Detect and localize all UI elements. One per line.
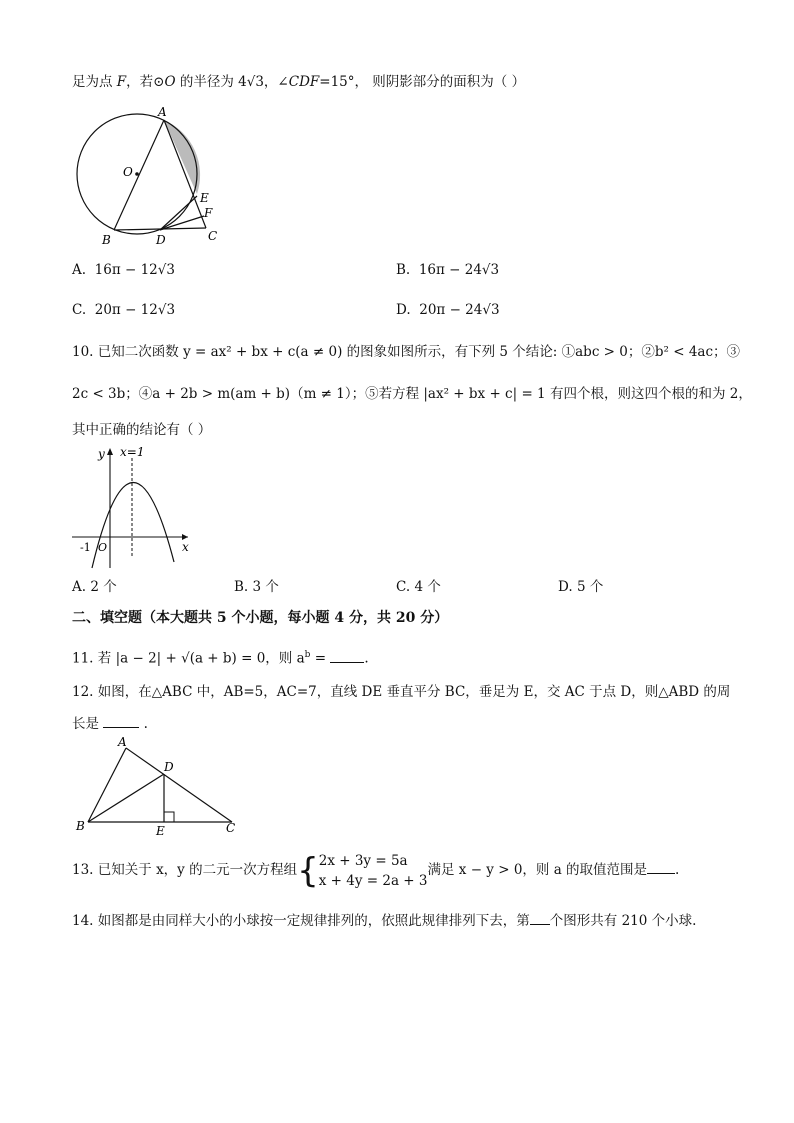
q10-label-y: y [98, 447, 105, 461]
section-title: 二、填空题（本大题共 5 个小题，每小题 4 分，共 20 分） [72, 610, 449, 626]
q10-y-arrow [107, 448, 113, 455]
q12-answer-blank[interactable] [103, 713, 139, 728]
q10-label-x: x [182, 540, 189, 554]
q10-number: 10. [72, 344, 94, 360]
q10-option-a-letter: A. [72, 579, 87, 595]
q9-option-a-text: 16π − 12√3 [94, 262, 175, 278]
q9-option-b-text: 16π − 24√3 [418, 262, 500, 278]
q12-line-AC [126, 748, 232, 822]
q10-option-d[interactable] [558, 577, 603, 597]
q10-line1 [72, 342, 740, 362]
q10-line3: 其中正确的结论有（ ） [72, 422, 212, 438]
q10-option-c-letter: C. [396, 579, 411, 595]
q10-label-minus1: -1 [80, 541, 91, 554]
q14-number: 14. [72, 913, 94, 929]
q13-brace: { [297, 850, 319, 891]
q9-stem [72, 72, 525, 92]
q11-sup: b [304, 650, 311, 660]
q12-line2-a: 长是 [72, 716, 104, 732]
q9-option-b-letter: B. [396, 262, 411, 278]
q13-eq2: x + 4y = 2a + 3 [318, 872, 428, 889]
q12-label-D: D [164, 760, 174, 774]
q10-option-a-text: 2 个 [90, 579, 117, 595]
q13 [72, 850, 679, 894]
q11-text-a: 若 |a − 2| + √(a + b) = 0，则 a [97, 650, 305, 667]
q13-system [319, 851, 428, 891]
q13-text-b: 满足 x − y > 0，则 a 的取值范围是 [427, 862, 648, 878]
q10-line1-text: 已知二次函数 y = ax² + bx + c(a ≠ 0) 的图象如图所示，有下列 5 个结论: ①abc > 0；②b² < 4ac；③ [97, 344, 741, 360]
q9-option-c-text: 20π − 12√3 [94, 302, 176, 318]
q14-text-b: 个图形共有 210 个小球. [549, 913, 697, 929]
q9-O: O [164, 74, 176, 90]
q9-option-a[interactable] [72, 260, 175, 280]
q13-number: 13. [72, 862, 94, 878]
q13-answer-blank[interactable] [647, 859, 675, 874]
q14-answer-blank[interactable] [530, 910, 550, 925]
q11-answer-blank[interactable] [330, 648, 364, 663]
q10-label-O: O [98, 541, 108, 554]
q10-option-b-text: 3 个 [252, 579, 279, 595]
q10-option-b-letter: B. [234, 579, 249, 595]
q12-line-BD [88, 774, 164, 822]
q11-number: 11. [72, 650, 94, 667]
q9-option-c-letter: C. [72, 302, 87, 318]
q9-label-B: B [102, 233, 111, 247]
q10-option-b[interactable] [234, 577, 279, 597]
q9-option-d-text: 20π − 24√3 [419, 302, 500, 318]
q9-stem-a: 足为点 [72, 74, 117, 90]
q9-line-AB [114, 120, 164, 230]
q9-label-E: E [200, 191, 209, 205]
q9-stem-b: ，若⊙ [126, 74, 165, 90]
q11 [72, 645, 369, 669]
q9-stem-d: =15°， 则阴影部分的面积为（ ） [319, 74, 526, 90]
q10-parabola [92, 482, 174, 568]
q10-option-a[interactable] [72, 577, 117, 597]
q12-number: 12. [72, 684, 94, 700]
q11-end: . [364, 650, 369, 667]
q9-center-dot [135, 172, 139, 176]
q13-text-a: 已知关于 x，y 的二元一次方程组 [97, 862, 298, 878]
q9-CDF: CDF [288, 74, 320, 90]
q13-eq1: 2x + 3y = 5a [318, 852, 408, 869]
q12-figure [72, 734, 242, 840]
q9-label-O: O [123, 165, 133, 179]
q10-option-c[interactable] [396, 577, 441, 597]
q12-line2-b: . [139, 716, 148, 732]
q14-text-a: 如图都是由同样大小的小球按一定规律排列的，依照此规律排列下去，第 [97, 913, 530, 929]
q9-label-D: D [156, 233, 166, 247]
q13-end: . [675, 862, 680, 878]
q12-line2 [72, 713, 148, 734]
q9-label-C: C [208, 229, 218, 243]
q9-option-d[interactable] [396, 300, 500, 320]
q9-figure [70, 104, 230, 250]
q12-label-E: E [156, 824, 165, 838]
q9-label-F: F [204, 206, 213, 220]
q9-option-a-letter: A. [72, 262, 87, 278]
q9-label-A: A [158, 105, 167, 119]
q9-F: F [116, 74, 127, 90]
q10-label-axis: x=1 [120, 445, 145, 459]
q12-label-C: C [226, 821, 236, 835]
q10-option-c-text: 4 个 [414, 579, 441, 595]
q12-right-angle-mark [164, 812, 174, 822]
q10-option-d-letter: D. [558, 579, 573, 595]
q11-text-b: = [310, 650, 331, 667]
q12-label-A: A [118, 735, 127, 749]
q9-stem-c: 的半径为 4√3，∠ [175, 74, 289, 90]
q12-line-AB [88, 748, 126, 822]
q12-line1-text: 如图，在△ABC 中，AB=5，AC=7，直线 DE 垂直平分 BC，垂足为 E，交 AC 于点 D，则△ABD 的周 [97, 684, 731, 700]
q12-label-B: B [76, 819, 85, 833]
q9-line-DE [160, 196, 197, 230]
q9-option-b[interactable] [396, 260, 499, 280]
q12-line1 [72, 682, 730, 702]
q9-option-d-letter: D. [396, 302, 411, 318]
q14 [72, 910, 696, 931]
q10-figure [70, 444, 200, 572]
q10-option-d-text: 5 个 [576, 579, 604, 595]
q9-option-c[interactable] [72, 300, 175, 320]
q10-line2: 2c < 3b；④a + 2b > m(am + b)（m ≠ 1）；⑤若方程 |ax² + bx + c| = 1 有四个根，则这四个根的和为 2， [72, 386, 752, 402]
